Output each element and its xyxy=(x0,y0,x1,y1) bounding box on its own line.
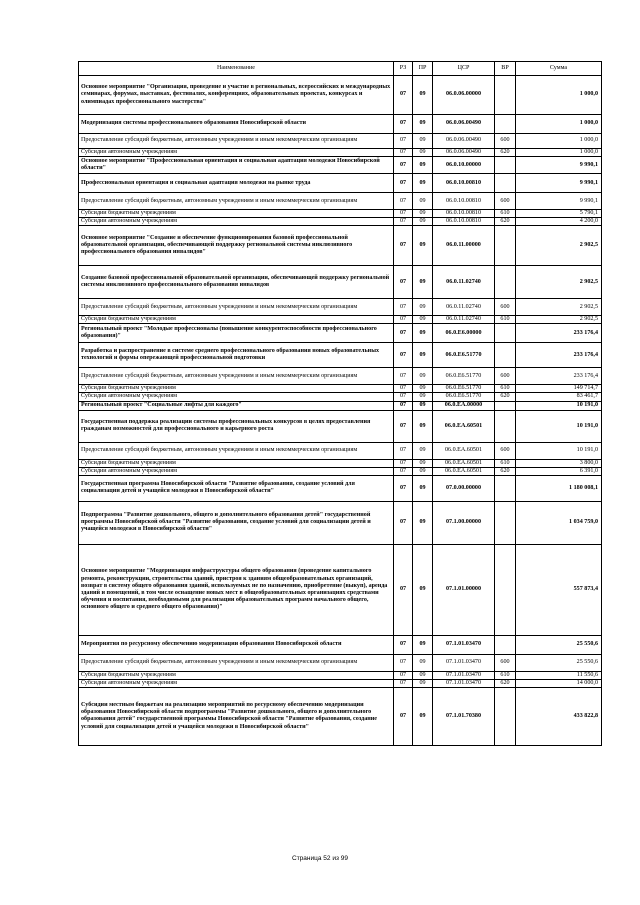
page-number: Страница 52 из 99 xyxy=(292,855,348,862)
cell-pr: 09 xyxy=(413,671,433,679)
cell-sum: 9 990,1 xyxy=(516,174,602,193)
table-row xyxy=(79,410,602,442)
cell-pr: 09 xyxy=(413,410,433,442)
table-row xyxy=(79,401,602,410)
cell-rz: 07 xyxy=(394,115,413,134)
cell-sum: 25 550,6 xyxy=(516,654,602,671)
table-row xyxy=(79,385,602,393)
table-row xyxy=(79,467,602,475)
cell-rz: 07 xyxy=(394,544,413,635)
cell-vr xyxy=(495,324,516,343)
cell-sum: 233 176,4 xyxy=(516,324,602,343)
cell-csr: 06.0.11.02740 xyxy=(433,299,495,316)
cell-name: Предоставление субсидий бюджетным, автономным учреждениям и иным некоммерческим организациям xyxy=(79,442,394,459)
cell-rz: 07 xyxy=(394,218,413,226)
cell-name: Региональный проект "Социальные лифты для каждого" xyxy=(79,401,394,410)
cell-csr: 06.0.11.02740 xyxy=(433,266,495,299)
cell-csr: 07.1.00.00000 xyxy=(433,501,495,544)
cell-rz: 07 xyxy=(394,266,413,299)
cell-name: Основное мероприятие "Организация, проведение и участие в региональных, всероссийских и международных семинарах, форумах, выставках, фестивалях, конференциях, образовательных проектах, конкурсах и олимпиадах профессионального мастерства" xyxy=(79,76,394,115)
cell-csr: 07.0.00.00000 xyxy=(433,475,495,501)
cell-csr: 07.1.01.03470 xyxy=(433,679,495,687)
cell-rz: 07 xyxy=(394,687,413,745)
cell-vr: 610 xyxy=(495,385,516,393)
cell-sum: 233 176,4 xyxy=(516,368,602,385)
table-row xyxy=(79,635,602,654)
cell-name: Региональный проект "Молодые профессионалы (повышение конкурентоспособности профессионального образования)" xyxy=(79,324,394,343)
cell-rz: 07 xyxy=(394,671,413,679)
table-body xyxy=(79,76,602,746)
cell-sum: 9 990,1 xyxy=(516,193,602,210)
cell-csr: 06.0.06.00490 xyxy=(433,149,495,157)
cell-rz: 07 xyxy=(394,410,413,442)
cell-pr: 09 xyxy=(413,368,433,385)
cell-pr: 09 xyxy=(413,393,433,401)
cell-name: Субсидии автономным учреждениям xyxy=(79,393,394,401)
cell-pr: 09 xyxy=(413,174,433,193)
cell-vr: 600 xyxy=(495,134,516,149)
cell-pr: 09 xyxy=(413,401,433,410)
table-row xyxy=(79,174,602,193)
cell-csr: 06.0.EA.00000 xyxy=(433,401,495,410)
cell-sum: 433 822,8 xyxy=(516,687,602,745)
cell-csr: 06.0.10.00810 xyxy=(433,210,495,218)
cell-rz: 07 xyxy=(394,149,413,157)
cell-vr: 600 xyxy=(495,654,516,671)
cell-rz: 07 xyxy=(394,393,413,401)
cell-vr: 620 xyxy=(495,679,516,687)
cell-vr: 600 xyxy=(495,368,516,385)
cell-vr: 620 xyxy=(495,218,516,226)
cell-pr: 09 xyxy=(413,385,433,393)
cell-sum: 5 790,1 xyxy=(516,210,602,218)
table-row xyxy=(79,501,602,544)
cell-csr: 06.0.EA.60501 xyxy=(433,459,495,467)
table-row xyxy=(79,299,602,316)
cell-sum: 83 461,7 xyxy=(516,393,602,401)
budget-table xyxy=(78,61,602,746)
cell-sum: 1 000,0 xyxy=(516,76,602,115)
cell-vr: 600 xyxy=(495,299,516,316)
cell-vr xyxy=(495,687,516,745)
cell-pr: 09 xyxy=(413,679,433,687)
cell-vr: 620 xyxy=(495,149,516,157)
cell-name: Предоставление субсидий бюджетным, автономным учреждениям и иным некоммерческим организациям xyxy=(79,654,394,671)
cell-csr: 06.0.06.00000 xyxy=(433,76,495,115)
cell-pr: 09 xyxy=(413,324,433,343)
cell-csr: 06.0.10.00810 xyxy=(433,174,495,193)
cell-rz: 07 xyxy=(394,134,413,149)
cell-rz: 07 xyxy=(394,226,413,266)
cell-rz: 07 xyxy=(394,299,413,316)
table-row xyxy=(79,115,602,134)
table-row xyxy=(79,671,602,679)
cell-csr: 06.0.E6.00000 xyxy=(433,324,495,343)
cell-pr: 09 xyxy=(413,459,433,467)
cell-csr: 06.0.E6.51770 xyxy=(433,368,495,385)
cell-name: Подпрограмма "Развитие дошкольного, общего и дополнительного образования детей" государственной программы Новосибирской области "Развитие образования, создание условий для социализации детей и учащейся молодежи в Новосибирской области" xyxy=(79,501,394,544)
table-row xyxy=(79,343,602,368)
cell-sum: 2 902,5 xyxy=(516,266,602,299)
cell-sum: 1 034 759,0 xyxy=(516,501,602,544)
table-row xyxy=(79,442,602,459)
cell-pr: 09 xyxy=(413,687,433,745)
table-row xyxy=(79,218,602,226)
table-row xyxy=(79,687,602,745)
table-row xyxy=(79,544,602,635)
cell-vr xyxy=(495,410,516,442)
cell-vr: 610 xyxy=(495,210,516,218)
cell-pr: 09 xyxy=(413,343,433,368)
cell-name: Субсидии бюджетным учреждениям xyxy=(79,316,394,324)
table-row xyxy=(79,226,602,266)
cell-name: Субсидии бюджетным учреждениям xyxy=(79,385,394,393)
cell-pr: 09 xyxy=(413,193,433,210)
cell-csr: 06.0.10.00810 xyxy=(433,218,495,226)
cell-name: Субсидии автономным учреждениям xyxy=(79,679,394,687)
cell-sum: 14 000,0 xyxy=(516,679,602,687)
cell-vr xyxy=(495,226,516,266)
cell-csr: 06.0.E6.51770 xyxy=(433,385,495,393)
col-header-csr: ЦСР xyxy=(433,62,495,76)
cell-sum: 2 902,5 xyxy=(516,226,602,266)
cell-sum: 2 902,5 xyxy=(516,299,602,316)
cell-csr: 06.0.E6.51770 xyxy=(433,393,495,401)
cell-sum: 10 191,0 xyxy=(516,442,602,459)
cell-rz: 07 xyxy=(394,654,413,671)
cell-vr xyxy=(495,635,516,654)
cell-vr xyxy=(495,475,516,501)
cell-csr: 06.0.EA.60501 xyxy=(433,467,495,475)
cell-rz: 07 xyxy=(394,635,413,654)
cell-pr: 09 xyxy=(413,210,433,218)
cell-vr xyxy=(495,157,516,174)
cell-vr xyxy=(495,76,516,115)
cell-name: Предоставление субсидий бюджетным, автономным учреждениям и иным некоммерческим организациям xyxy=(79,193,394,210)
cell-rz: 07 xyxy=(394,210,413,218)
cell-pr: 09 xyxy=(413,218,433,226)
cell-csr: 06.0.EA.60501 xyxy=(433,410,495,442)
table-row xyxy=(79,149,602,157)
cell-csr: 06.0.E6.51770 xyxy=(433,343,495,368)
table-row xyxy=(79,324,602,343)
cell-vr: 610 xyxy=(495,316,516,324)
table-row xyxy=(79,316,602,324)
col-header-rz: РЗ xyxy=(394,62,413,76)
cell-pr: 09 xyxy=(413,316,433,324)
table-row xyxy=(79,393,602,401)
table-header-row xyxy=(79,62,602,76)
cell-pr: 09 xyxy=(413,299,433,316)
cell-pr: 09 xyxy=(413,544,433,635)
cell-name: Создание базовой профессиональной образовательной организации, обеспечивающей поддержку региональной системы инклюзивного профессионального образования инвалидов xyxy=(79,266,394,299)
cell-sum: 557 873,4 xyxy=(516,544,602,635)
cell-rz: 07 xyxy=(394,385,413,393)
cell-pr: 09 xyxy=(413,654,433,671)
cell-pr: 09 xyxy=(413,501,433,544)
cell-sum: 4 200,0 xyxy=(516,218,602,226)
cell-csr: 06.0.11.02740 xyxy=(433,316,495,324)
table-row xyxy=(79,210,602,218)
cell-sum: 9 990,1 xyxy=(516,157,602,174)
cell-name: Предоставление субсидий бюджетным, автономным учреждениям и иным некоммерческим организациям xyxy=(79,299,394,316)
cell-rz: 07 xyxy=(394,459,413,467)
cell-rz: 07 xyxy=(394,501,413,544)
cell-rz: 07 xyxy=(394,343,413,368)
cell-pr: 09 xyxy=(413,115,433,134)
cell-sum: 1 000,0 xyxy=(516,149,602,157)
table-row xyxy=(79,134,602,149)
cell-vr: 620 xyxy=(495,467,516,475)
cell-rz: 07 xyxy=(394,368,413,385)
table-row xyxy=(79,475,602,501)
col-header-sum: Сумма xyxy=(516,62,602,76)
cell-vr: 610 xyxy=(495,459,516,467)
cell-sum: 6 391,0 xyxy=(516,467,602,475)
cell-vr xyxy=(495,401,516,410)
cell-csr: 06.0.11.00000 xyxy=(433,226,495,266)
cell-vr xyxy=(495,266,516,299)
cell-vr: 620 xyxy=(495,393,516,401)
table-row xyxy=(79,157,602,174)
cell-vr xyxy=(495,544,516,635)
cell-name: Субсидии автономным учреждениям xyxy=(79,467,394,475)
cell-csr: 07.1.01.03470 xyxy=(433,654,495,671)
cell-pr: 09 xyxy=(413,149,433,157)
cell-vr xyxy=(495,115,516,134)
cell-name: Основное мероприятие "Профессиональная ориентация и социальная адаптация молодежи Новосибирской области" xyxy=(79,157,394,174)
cell-csr: 06.0.06.00490 xyxy=(433,115,495,134)
cell-name: Субсидии автономным учреждениям xyxy=(79,218,394,226)
cell-name: Субсидии бюджетным учреждениям xyxy=(79,671,394,679)
cell-vr xyxy=(495,174,516,193)
cell-sum: 25 550,6 xyxy=(516,635,602,654)
table-row xyxy=(79,459,602,467)
cell-pr: 09 xyxy=(413,157,433,174)
cell-name: Государственная поддержка реализации системы профессиональных конкурсов в целях предоставления гражданам возможностей для профессионального и карьерного роста xyxy=(79,410,394,442)
cell-csr: 07.1.01.00000 xyxy=(433,544,495,635)
cell-sum: 11 550,6 xyxy=(516,671,602,679)
cell-rz: 07 xyxy=(394,679,413,687)
cell-name: Основное мероприятие "Модернизация инфраструктуры общего образования (проведение капитального ремонта, реконструкции, строительства зданий, пристроя к зданиям общеобразовательных организаций, возврат в систему общего образования зданий, используемых не по назначению, приобретение (выкуп), аренда зданий и помещений, в том числе оснащение новых мест в общеобразовательных организациях средствами обучения и воспитания, необходимыми для реализации образовательных программ начального общего, основного общего и среднего общего образования)" xyxy=(79,544,394,635)
cell-name: Профессиональная ориентация и социальная адаптация молодежи на рынке труда xyxy=(79,174,394,193)
cell-sum: 1 000,0 xyxy=(516,134,602,149)
cell-name: Государственная программа Новосибирской области "Развитие образования, создание условий для социализации детей и учащейся молодежи в Новосибирской области" xyxy=(79,475,394,501)
cell-rz: 07 xyxy=(394,316,413,324)
cell-vr xyxy=(495,343,516,368)
cell-name: Разработка и распространение в системе среднего профессионального образования новых образовательных технологий и формы опережающей профессиональной подготовки xyxy=(79,343,394,368)
cell-name: Предоставление субсидий бюджетным, автономным учреждениям и иным некоммерческим организациям xyxy=(79,134,394,149)
cell-rz: 07 xyxy=(394,76,413,115)
cell-csr: 06.0.06.00490 xyxy=(433,134,495,149)
cell-pr: 09 xyxy=(413,226,433,266)
cell-pr: 09 xyxy=(413,467,433,475)
col-header-pr: ПР xyxy=(413,62,433,76)
cell-sum: 3 800,0 xyxy=(516,459,602,467)
cell-name: Субсидии местным бюджетам на реализацию мероприятий по ресурсному обеспечению модернизации образования Новосибирской области подпрограммы "Развитие дошкольного, общего и дополнительного образования детей" государственной программы Новосибирской области "Развитие образования, создание условий для социализации детей и учащейся молодежи в Новосибирской области" xyxy=(79,687,394,745)
cell-rz: 07 xyxy=(394,324,413,343)
cell-csr: 07.1.01.70380 xyxy=(433,687,495,745)
cell-rz: 07 xyxy=(394,174,413,193)
cell-name: Субсидии бюджетным учреждениям xyxy=(79,459,394,467)
cell-name: Субсидии автономным учреждениям xyxy=(79,149,394,157)
cell-rz: 07 xyxy=(394,193,413,210)
table-row xyxy=(79,679,602,687)
cell-vr: 600 xyxy=(495,442,516,459)
cell-csr: 06.0.EA.60501 xyxy=(433,442,495,459)
cell-sum: 10 191,0 xyxy=(516,401,602,410)
cell-vr xyxy=(495,501,516,544)
cell-csr: 07.1.01.03470 xyxy=(433,671,495,679)
cell-vr: 600 xyxy=(495,193,516,210)
cell-pr: 09 xyxy=(413,475,433,501)
cell-sum: 1 000,0 xyxy=(516,115,602,134)
cell-pr: 09 xyxy=(413,76,433,115)
table-row xyxy=(79,266,602,299)
cell-csr: 06.0.10.00810 xyxy=(433,193,495,210)
cell-pr: 09 xyxy=(413,442,433,459)
table-row xyxy=(79,76,602,115)
cell-rz: 07 xyxy=(394,475,413,501)
cell-sum: 233 176,4 xyxy=(516,343,602,368)
cell-csr: 07.1.01.03470 xyxy=(433,635,495,654)
cell-vr: 610 xyxy=(495,671,516,679)
col-header-vr: ВР xyxy=(495,62,516,76)
cell-name: Предоставление субсидий бюджетным, автономным учреждениям и иным некоммерческим организациям xyxy=(79,368,394,385)
col-header-name: Наименование xyxy=(79,62,394,76)
cell-pr: 09 xyxy=(413,635,433,654)
cell-rz: 07 xyxy=(394,157,413,174)
cell-name: Субсидии бюджетным учреждениям xyxy=(79,210,394,218)
cell-pr: 09 xyxy=(413,134,433,149)
cell-sum: 1 180 008,1 xyxy=(516,475,602,501)
cell-sum: 2 902,5 xyxy=(516,316,602,324)
cell-name: Модернизация системы профессионального образования Новосибирской области xyxy=(79,115,394,134)
cell-rz: 07 xyxy=(394,401,413,410)
table-row xyxy=(79,193,602,210)
table-row xyxy=(79,368,602,385)
cell-name: Основное мероприятие "Создание и обеспечение функционирования базовой профессиональной образовательной организации, обеспечивающей поддержку региональной системы инклюзивного профессионального образования инвалидов" xyxy=(79,226,394,266)
cell-sum: 10 191,0 xyxy=(516,410,602,442)
cell-csr: 06.0.10.00000 xyxy=(433,157,495,174)
cell-name: Мероприятия по ресурсному обеспечению модернизации образования Новосибирской области xyxy=(79,635,394,654)
cell-pr: 09 xyxy=(413,266,433,299)
cell-rz: 07 xyxy=(394,467,413,475)
cell-sum: 149 714,7 xyxy=(516,385,602,393)
cell-rz: 07 xyxy=(394,442,413,459)
table-row xyxy=(79,654,602,671)
